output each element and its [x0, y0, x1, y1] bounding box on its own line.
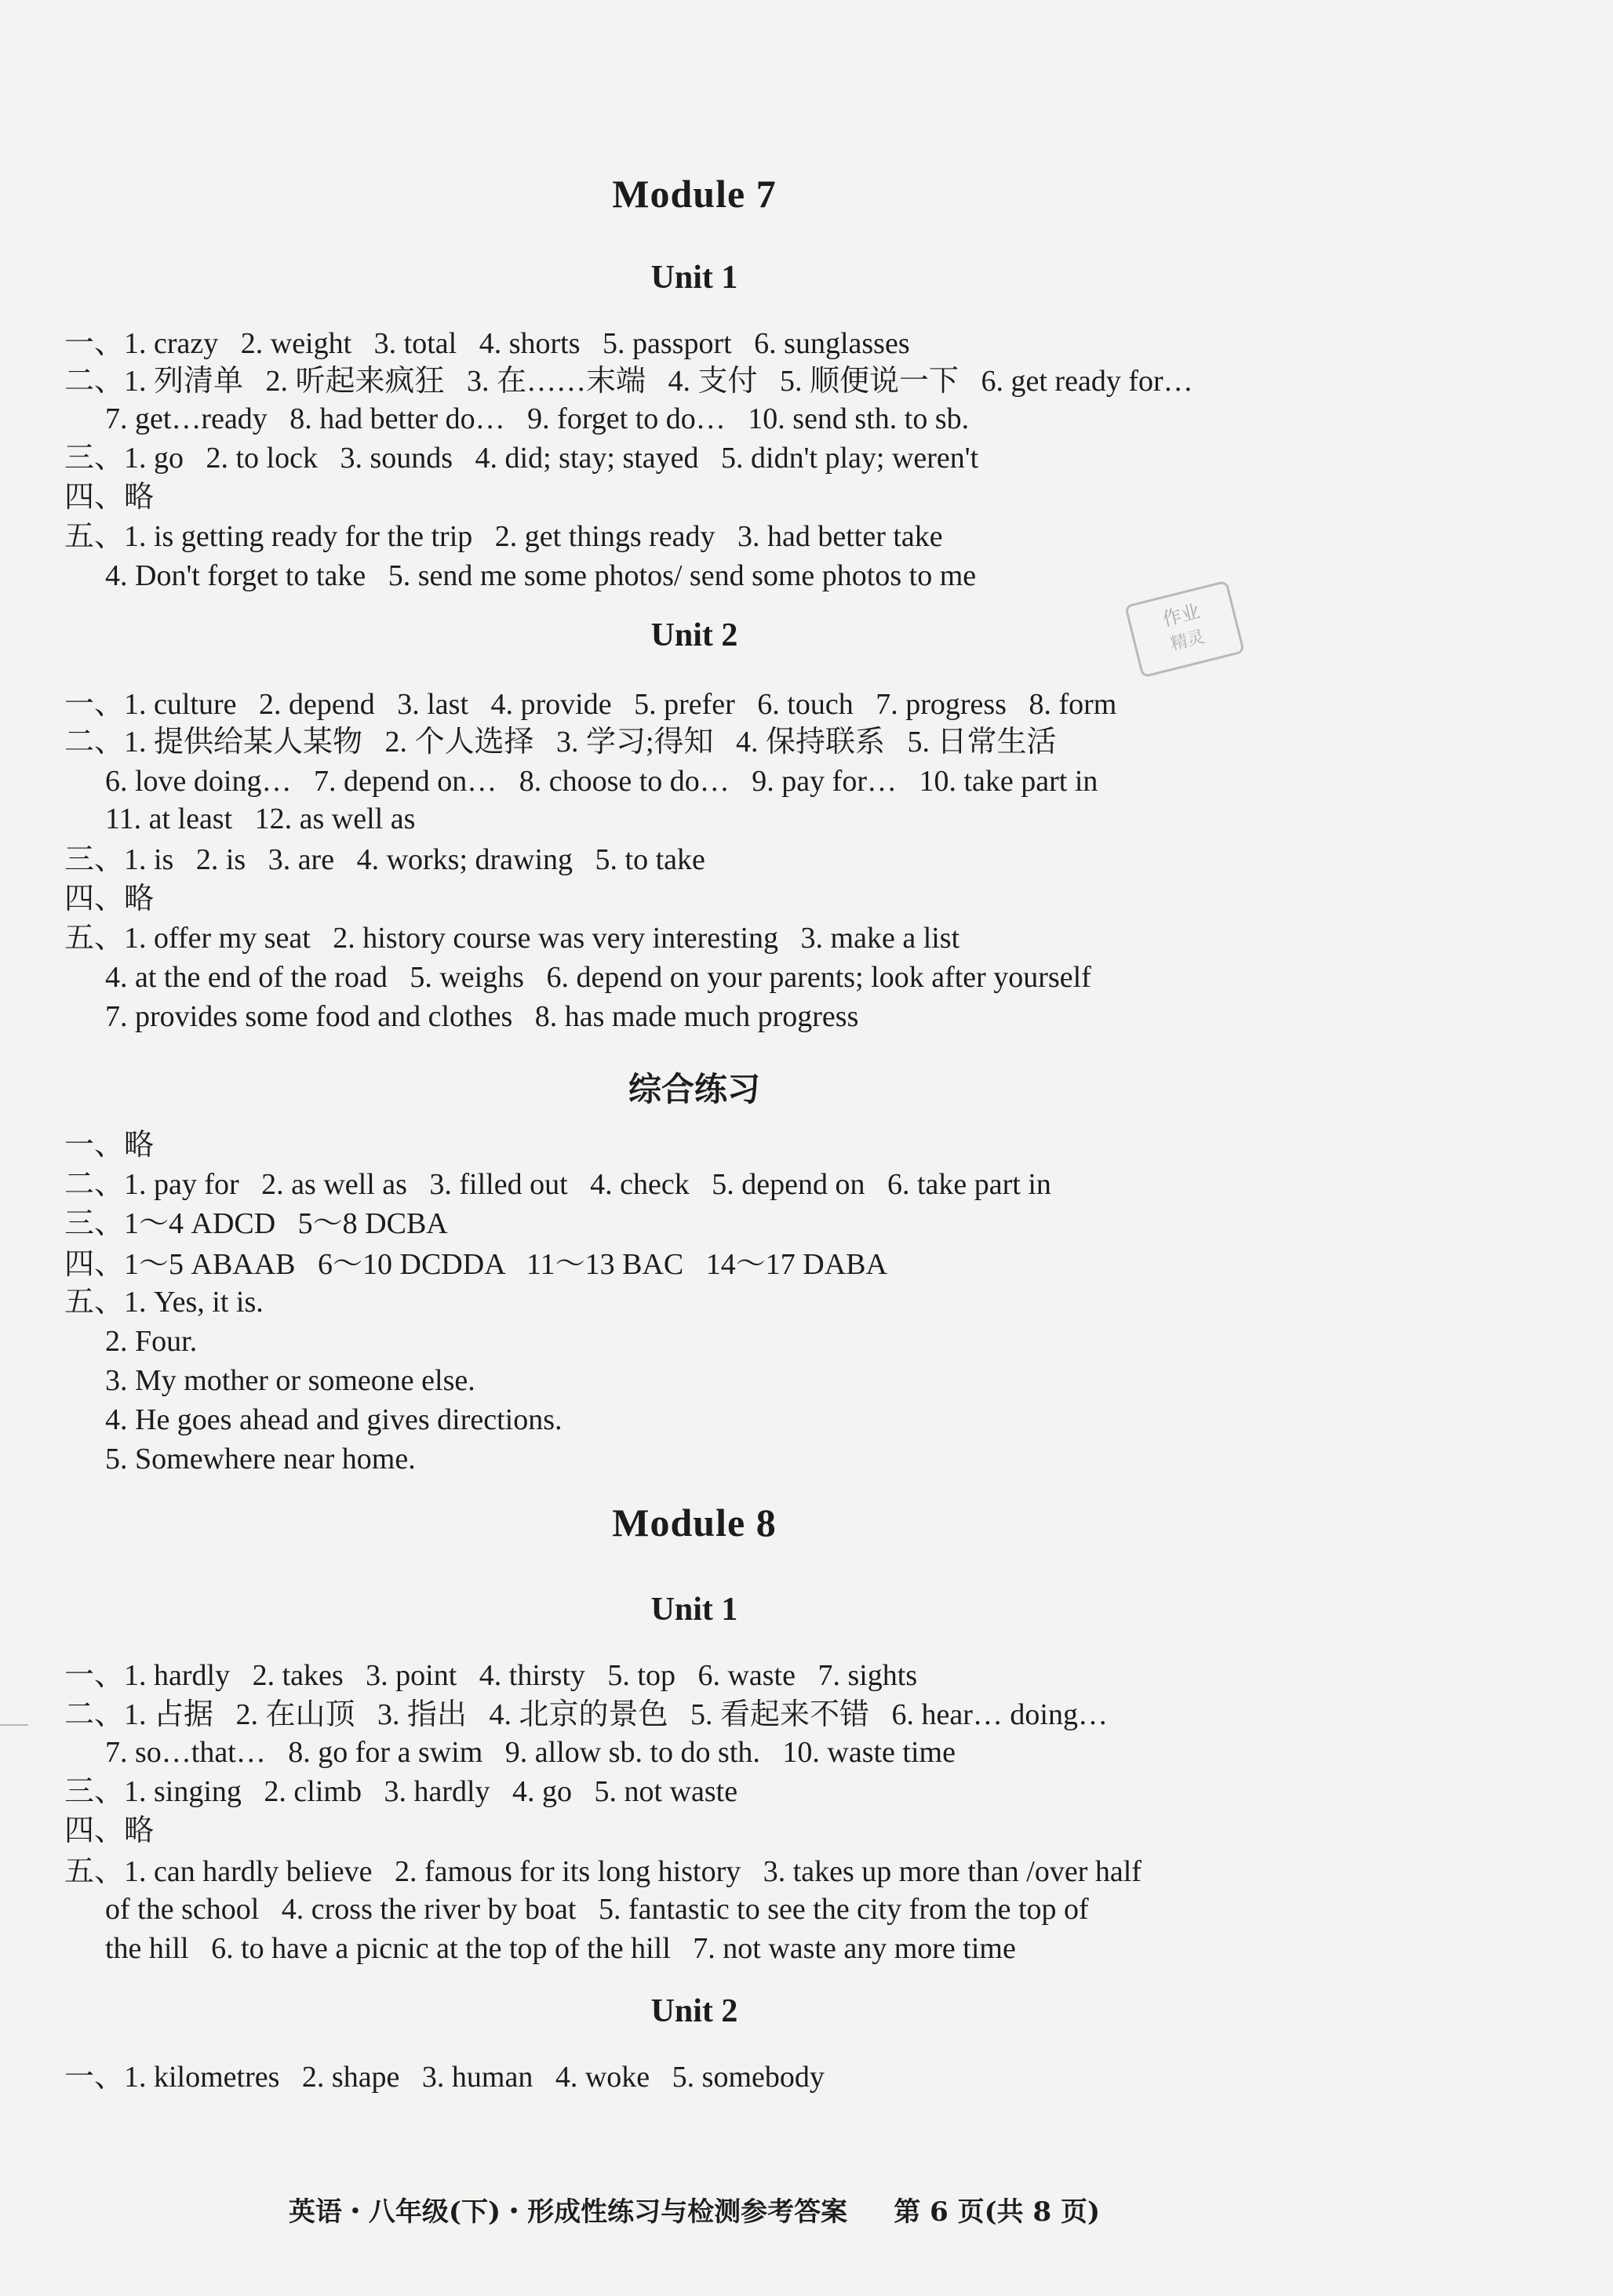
m7-unit-2-title: Unit 2 [650, 617, 738, 653]
m7-review-title: 综合练习 [628, 1072, 760, 1108]
m7u2-line-7: 五、1. offer my seat 2. history course was very interesting 3. make a list [64, 922, 960, 955]
m7rev-line-6: 2. Four. [105, 1325, 198, 1358]
m7u2-line-3: 6. love doing… 7. depend on… 8. choose to do… 9. pay for… 10. take part in [105, 765, 1098, 798]
module-8-title: Module 8 [612, 1501, 777, 1545]
m8u1-line-7: of the school 4. cross the river by boat 5. fantastic to see the city from the top of [105, 1893, 1089, 1926]
svg-text:精灵: 精灵 [1168, 627, 1207, 655]
m8u1-line-2: 二、1. 占据 2. 在山顶 3. 指出 4. 北京的景色 5. 看起来不错 6. hear… doing… [64, 1698, 1108, 1731]
m7u2-line-9: 7. provides some food and clothes 8. has made much progress [105, 1000, 859, 1033]
m7u1-line-5: 四、略 [64, 481, 155, 514]
svg-text:作业: 作业 [1160, 600, 1203, 631]
m7u2-line-2: 二、1. 提供给某人某物 2. 个人选择 3. 学习;得知 4. 保持联系 5. 日常生活 [64, 726, 1057, 759]
module-7-title: Module 7 [612, 172, 777, 216]
m7u1-line-6: 五、1. is getting ready for the trip 2. get things ready 3. had better take [64, 520, 943, 553]
m7u2-line-1: 一、1. culture 2. depend 3. last 4. provide 5. prefer 6. touch 7. progress 8. form [64, 688, 1117, 721]
m7u1-line-2: 二、1. 列清单 2. 听起来疯狂 3. 在……末端 4. 支付 5. 顺便说一下 6. get ready for… [64, 365, 1193, 398]
margin-mark [0, 1724, 28, 1726]
m8u1-line-4: 三、1. singing 2. climb 3. hardly 4. go 5. not waste [64, 1775, 738, 1808]
m7u2-line-6: 四、略 [64, 882, 155, 915]
m7u2-line-5: 三、1. is 2. is 3. are 4. works; drawing 5. to take [64, 843, 705, 876]
m7u1-line-4: 三、1. go 2. to lock 3. sounds 4. did; stay; stayed 5. didn't play; weren't [64, 442, 979, 475]
m7u1-line-7: 4. Don't forget to take 5. send me some photos/ send some photos to me [105, 559, 977, 592]
m8u1-line-1: 一、1. hardly 2. takes 3. point 4. thirsty 5. top 6. waste 7. sights [64, 1659, 918, 1692]
m8u1-line-5: 四、略 [64, 1814, 155, 1847]
m8-unit-1-title: Unit 1 [650, 1592, 738, 1628]
m8-unit-2-title: Unit 2 [650, 1993, 738, 2029]
m8u1-line-3: 7. so…that… 8. go for a swim 9. allow sb. to do sth. 10. waste time [105, 1736, 956, 1769]
m7u1-line-3: 7. get…ready 8. had better do… 9. forget to do… 10. send sth. to sb. [105, 402, 970, 435]
page-footer: 英语・八年级(下)・形成性练习与检测参考答案 第 6 页(共 8 页) [288, 2196, 1101, 2228]
m7rev-line-2: 二、1. pay for 2. as well as 3. filled out 4. check 5. depend on 6. take part in [64, 1168, 1051, 1201]
m7rev-line-7: 3. My mother or someone else. [105, 1364, 475, 1397]
m7u1-line-1: 一、1. crazy 2. weight 3. total 4. shorts 5. passport 6. sunglasses [64, 327, 910, 360]
m7u2-line-4: 11. at least 12. as well as [105, 802, 416, 835]
m7rev-line-1: 一、略 [64, 1129, 155, 1162]
m7rev-line-3: 三、1～4 ADCD 5～8 DCBA [64, 1207, 448, 1240]
m7-unit-1-title: Unit 1 [650, 260, 738, 296]
m8u1-line-6: 五、1. can hardly believe 2. famous for its long history 3. takes up more than /over half [64, 1855, 1141, 1888]
m7rev-line-8: 4. He goes ahead and gives directions. [105, 1403, 563, 1436]
m7u2-line-8: 4. at the end of the road 5. weighs 6. depend on your parents; look after yourself [105, 961, 1091, 994]
m7rev-line-5: 五、1. Yes, it is. [64, 1286, 264, 1319]
m7rev-line-9: 5. Somewhere near home. [105, 1443, 416, 1475]
m7rev-line-4: 四、1～5 ABAAB 6～10 DCDDA 11～13 BAC 14～17 DABA [64, 1248, 887, 1281]
m8u2-line-1: 一、1. kilometres 2. shape 3. human 4. woke 5. somebody [64, 2061, 825, 2094]
m8u1-line-8: the hill 6. to have a picnic at the top of the hill 7. not waste any more time [105, 1932, 1016, 1965]
